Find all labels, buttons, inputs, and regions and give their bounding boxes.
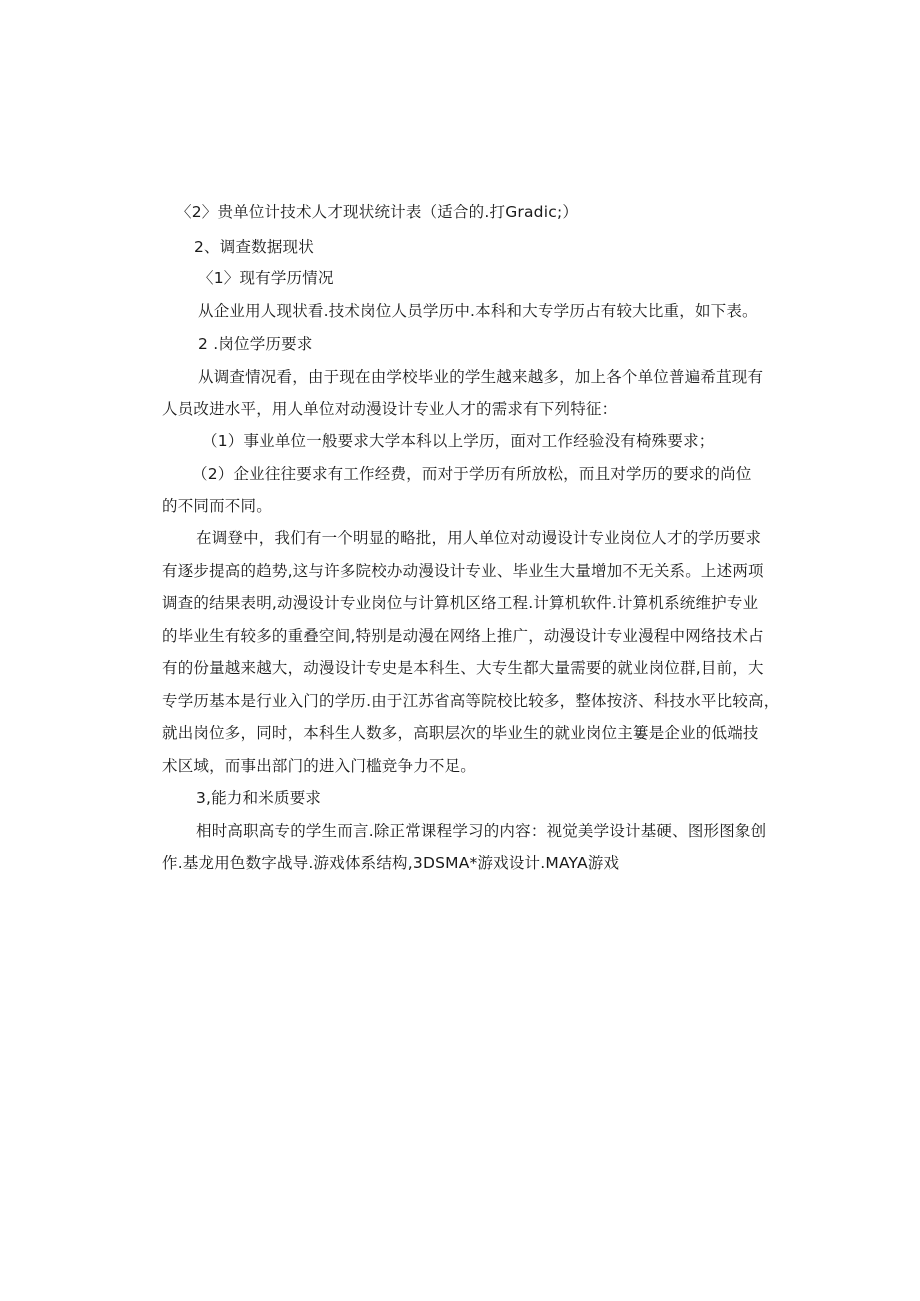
paragraph-line: 的毕业生有较多的重叠空间,特别是动漫在网络上推广，动漫设计专业漫程中网络技术占 bbox=[162, 627, 764, 645]
subsection-heading-1: 〈1〉现有学历情况 bbox=[198, 269, 334, 287]
paragraph-line: 在调登中，我们有一个明显的略批，用人单位对动谩设计专业岗位人才的学历要求 bbox=[196, 529, 762, 547]
paragraph-line: 作.基龙用色数字战导.游戏体系结构,3DSMA*游戏设计.MAYA游戏 bbox=[162, 854, 620, 872]
paragraph-line: 调查的结果表明,动漫设计专业岗位与计算机区络工程.计算机软件.计算机系统维护专业 bbox=[162, 594, 759, 612]
paragraph-line: 从调查情况看，由于现在由学校毕业的学生越来越多，加上各个单位普遍希苴现有 bbox=[198, 368, 764, 386]
paragraph-line: 专学历基本是行业入门的学历.由于江苏省高等院校比较多，整体按济、科技水平比较高， bbox=[162, 692, 780, 710]
list-item: （2）企业往往要求有工作经费，而对于学历有所放松，而且对学历的要求的尚位 bbox=[192, 465, 752, 483]
paragraph-line: 的不同而不同。 bbox=[162, 497, 272, 515]
paragraph-line: 术区域，而事出部门的进入门槛竞争力不足。 bbox=[162, 757, 477, 775]
paragraph-line: 人员改进水平，用人单位对动漫设计专业人才的需求有下列特征： bbox=[162, 400, 618, 418]
paragraph-line: 有逐步提高的趋势,这与许多院校办动漫设计专业、毕业生大量增加不无关系。上述两项 bbox=[162, 562, 764, 580]
list-item: （1）事业单位一般要求大学本科以上学历，面对工作经验没有椅殊要求； bbox=[202, 432, 715, 450]
paragraph-line: 就出岗位多，同时，本科生人数多，高职层次的毕业生的就业岗位主簍是企业的低端技 bbox=[162, 724, 759, 742]
paragraph-line: 相时高职高专的学生而言.除正常课程学习的内容：视觉美学设计基硬、图形图象创 bbox=[196, 822, 767, 840]
paragraph-line: 有的份量越来越大，动漫设计专史是本科生、大专生都大量需要的就业岗位群,目前，大 bbox=[162, 659, 764, 677]
text-line-1: 〈2〉贵单位计技术人才现状统计表（适合的.打Gradic;） bbox=[176, 203, 579, 221]
section-heading-2: 2、调查数据现状 bbox=[194, 238, 314, 256]
subsection-heading-2: 2 .岗位学历要求 bbox=[198, 335, 313, 353]
text-line-4: 从企业用人现状看.技术岗位人员学历中.本科和大专学历占有较大比重，如下表。 bbox=[198, 302, 758, 320]
section-heading-3: 3,能力和米质要求 bbox=[196, 789, 322, 807]
